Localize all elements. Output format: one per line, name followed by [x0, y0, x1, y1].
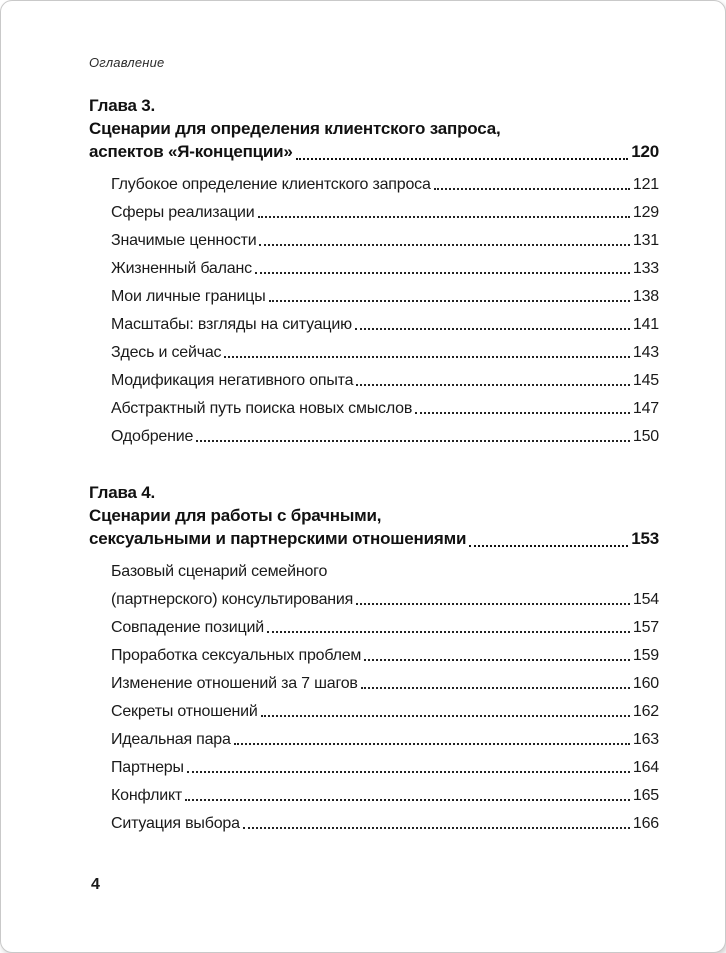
toc-entry-label: Значимые ценности	[111, 232, 257, 249]
dot-leader	[243, 827, 630, 829]
toc-entry	[89, 648, 659, 664]
dot-leader	[255, 272, 630, 274]
dot-leader	[356, 384, 630, 386]
toc-entry	[89, 704, 659, 720]
dot-leader	[415, 412, 630, 414]
toc-entry	[89, 233, 659, 249]
chapter-title-line: Сценарии для работы с брачными,	[89, 506, 382, 525]
toc-entry-label: Изменение отношений за 7 шагов	[111, 675, 358, 692]
toc-entry	[89, 592, 659, 608]
dot-leader	[355, 328, 630, 330]
toc-entry-page-number: 138	[632, 288, 659, 305]
toc-entry-label: Проработка сексуальных проблем	[111, 647, 362, 664]
toc-entry-page-number: 163	[632, 731, 659, 748]
dot-leader	[267, 631, 630, 633]
dot-leader	[187, 771, 630, 773]
toc-entry-label: Сферы реализации	[111, 204, 255, 221]
toc-entry-page-number: 150	[632, 428, 659, 445]
chapter-title-last: сексуальными и партнерскими отношениями	[89, 529, 467, 548]
toc-entry-page-number: 143	[632, 344, 659, 361]
toc-entry	[89, 676, 659, 692]
dot-leader	[356, 603, 630, 605]
dot-leader	[269, 300, 630, 302]
toc-entry-page-number: 166	[632, 815, 659, 832]
toc-entry-label: Глубокое определение клиентского запроса	[111, 176, 431, 193]
chapter-title-row	[89, 527, 659, 550]
toc-entry-page-number: 133	[632, 260, 659, 277]
toc-entry-label: Масштабы: взгляды на ситуацию	[111, 316, 352, 333]
toc-entry	[89, 177, 659, 193]
chapter-page-number: 153	[631, 529, 659, 548]
chapter-heading: Глава 4.	[89, 483, 156, 502]
toc-entry-page-number: 165	[632, 787, 659, 804]
chapter-heading: Глава 3.	[89, 96, 156, 115]
dot-leader	[296, 158, 629, 160]
toc-entry-page-number: 162	[632, 703, 659, 720]
toc-entry	[89, 620, 659, 636]
table-of-contents	[89, 94, 659, 832]
toc-entry-label: Конфликт	[111, 787, 183, 804]
page-number: 4	[91, 876, 100, 893]
toc-entry-page-number: 159	[632, 647, 659, 664]
dot-leader	[234, 743, 630, 745]
toc-entry-page-number: 157	[632, 619, 659, 636]
toc-entry-page-number: 164	[632, 759, 659, 776]
toc-entry-label: (партнерского) консультирования	[111, 591, 354, 608]
toc-entry-label: Секреты отношений	[111, 703, 258, 720]
running-header: Оглавление	[89, 55, 165, 70]
dot-leader	[259, 244, 629, 246]
toc-entry	[89, 373, 659, 389]
dot-leader	[261, 715, 630, 717]
dot-leader	[434, 188, 630, 190]
chapter-title-line: Сценарии для определения клиентского запроса,	[89, 119, 501, 138]
toc-entry	[89, 816, 659, 832]
toc-entry-label: Партнеры	[111, 759, 184, 776]
toc-section	[89, 94, 659, 445]
toc-entry-label: Идеальная пара	[111, 731, 231, 748]
toc-entry	[89, 261, 659, 277]
toc-entry-page-number: 160	[632, 675, 659, 692]
dot-leader	[364, 659, 630, 661]
chapter-title-row	[89, 140, 659, 163]
toc-entry-label: Мои личные границы	[111, 288, 266, 305]
toc-entry	[89, 345, 659, 361]
page-content	[89, 55, 659, 844]
toc-entry	[89, 317, 659, 333]
toc-entry-page-number: 121	[632, 176, 659, 193]
dot-leader	[224, 356, 630, 358]
toc-entry-label: Жизненный баланс	[111, 260, 252, 277]
toc-entry-label: Здесь и сейчас	[111, 344, 222, 361]
chapter-page-number: 120	[631, 142, 659, 161]
toc-entry-page-number: 141	[632, 316, 659, 333]
toc-entry	[89, 760, 659, 776]
toc-entry-label: Модификация негативного опыта	[111, 372, 354, 389]
toc-entry-page-number: 145	[632, 372, 659, 389]
dot-leader	[469, 545, 628, 547]
toc-entry-page-number: 147	[632, 400, 659, 417]
toc-entry-line1: Базовый сценарий семейного	[111, 563, 328, 580]
toc-entry-label: Совпадение позиций	[111, 619, 264, 636]
toc-entry-label: Одобрение	[111, 428, 194, 445]
toc-entry	[89, 401, 659, 417]
toc-entry-label: Ситуация выбора	[111, 815, 240, 832]
toc-entry	[89, 289, 659, 305]
dot-leader	[185, 799, 630, 801]
dot-leader	[361, 687, 630, 689]
toc-entry-page-number: 154	[632, 591, 659, 608]
toc-entry-page-number: 131	[632, 232, 659, 249]
dot-leader	[196, 440, 630, 442]
toc-entry-label: Абстрактный путь поиска новых смыслов	[111, 400, 413, 417]
toc-entry	[89, 205, 659, 221]
toc-entry	[89, 732, 659, 748]
chapter-title-last: аспектов «Я-концепции»	[89, 142, 293, 161]
toc-entry	[89, 429, 659, 445]
dot-leader	[258, 216, 630, 218]
toc-entry	[89, 788, 659, 804]
toc-entry-page-number: 129	[632, 204, 659, 221]
toc-section	[89, 481, 659, 832]
